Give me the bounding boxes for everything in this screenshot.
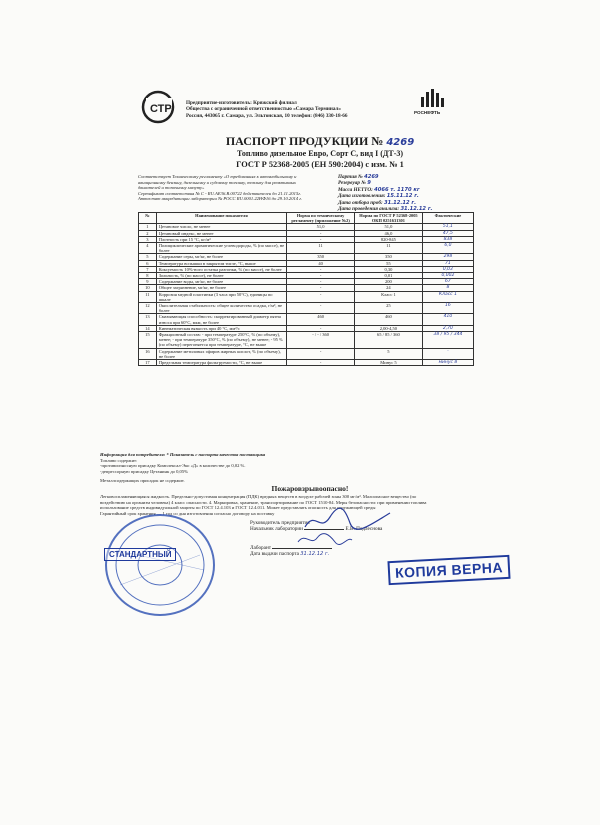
row-gost-cell: Класс 1: [355, 291, 423, 302]
row-reg-cell: -: [287, 325, 355, 331]
row-name-cell: Кинематическая вязкость при 40 °С, мм²/с: [156, 325, 286, 331]
row-gost-cell: 46,0: [355, 230, 423, 236]
producer-line3: Россия, 443065 г. Самара, ул. Эльтонская, 10 телефон: (846) 330-18-66: [186, 112, 348, 119]
row-fact-cell: 8: [422, 285, 473, 291]
row-num-cell: 1: [139, 224, 157, 230]
row-reg-cell: -: [287, 303, 355, 314]
row-reg-cell: -: [287, 360, 355, 366]
analysis-label: Дата проведения анализа:: [338, 206, 400, 213]
row-reg-cell: 51,0: [287, 224, 355, 230]
fuel-title: Топливо дизельное Евро, Сорт С, вид I (ДТ-3): [236, 149, 404, 158]
row-reg-cell: -: [287, 236, 355, 242]
row-gost-cell: 460: [355, 314, 423, 325]
row-name-cell: Содержание воды, мг/кг, не более: [156, 279, 286, 285]
row-num-cell: 7: [139, 266, 157, 272]
rosneft-logo-icon: [418, 88, 448, 110]
row-name-cell: Содержание серы, мг/кг, не более: [156, 254, 286, 260]
table-row: [139, 303, 474, 314]
row-gost-cell: 11: [355, 243, 423, 254]
row-num-cell: 15: [139, 332, 157, 349]
metal-note: Металлсодержащих присадок не содержит.: [100, 478, 185, 484]
col-fact: Фактические: [422, 213, 473, 224]
row-gost-cell: 200: [355, 279, 423, 285]
row-reg-cell: - / - / 360: [287, 332, 355, 349]
row-num-cell: 8: [139, 273, 157, 279]
tank-label: Резервуар №: [338, 180, 366, 187]
col-gost: Норма по ГОСТ Р 52368-2005 ОКП 0251631301: [355, 213, 423, 224]
certificate-line: Сертификат соответствия № С - RU.AE36.B.00722 действителен до 21.11.2015г.: [138, 190, 302, 196]
lab-signature-icon: [295, 530, 355, 548]
row-name-cell: Зольность, % (по массе), не более: [156, 273, 286, 279]
passport-number: 4269: [386, 137, 415, 148]
row-gost-cell: 65 / 85 / 360: [355, 332, 423, 349]
gost-title: ГОСТ Р 52368-2005 (ЕН 590:2004) с изм. № 1: [236, 160, 404, 169]
row-num-cell: 12: [139, 303, 157, 314]
row-name-cell: Окислительная стабильность: общее количество осадка, г/м³, не более: [156, 303, 286, 314]
danger-text2: воздействию на организм человека) 4 класс опасности. 4. Маркировка, хранение, транспортирование по ГОСТ 1510-84. Меры безопасности: при применении топлива: [100, 499, 427, 505]
row-gost-cell: 2,00-4,50: [355, 325, 423, 331]
lab-label: Лаборант: [250, 544, 271, 551]
row-num-cell: 5: [139, 254, 157, 260]
table-row: [139, 314, 474, 325]
producer-line1: Предприятие-изготовитель: Кряжский филиал: [186, 100, 297, 106]
row-gost-cell: 820-845: [355, 236, 423, 242]
row-reg-cell: -: [287, 291, 355, 302]
row-name-cell: Полициклические ароматические углеводороды, % (по массе), не более: [156, 243, 286, 254]
table-row: [139, 348, 474, 359]
row-name-cell: Коксуемость 10%-ного остатка разгонки, % (по массе), не более: [156, 266, 286, 272]
row-reg-cell: -: [287, 348, 355, 359]
row-reg-cell: -: [287, 273, 355, 279]
row-name-cell: Плотность при 15 °С, кг/м³: [156, 236, 286, 242]
row-name-cell: Общее загрязнение, мг/кг, не более: [156, 285, 286, 291]
danger-text4: Гарантийный срок хранения — 1 год со дня изготовления согласно договору на поставку: [100, 510, 275, 516]
row-name-cell: Смазывающая способность: скорректированный диаметр пятна износа при 60°С, мкм, не более: [156, 314, 286, 325]
row-reg-cell: -: [287, 266, 355, 272]
row-name-cell: Температура вспышки в закрытом тигле, °С, выше: [156, 260, 286, 266]
row-num-cell: 2: [139, 230, 157, 236]
table-row: [139, 291, 474, 302]
head-name: Е.В. Подлеснова: [345, 526, 383, 533]
sample-label: Дата отбора проб:: [338, 199, 383, 206]
row-reg-cell: 40: [287, 260, 355, 266]
row-fact-cell: минус 8: [422, 360, 473, 366]
certification-mark-icon: [138, 88, 180, 126]
row-fact-cell: 0,03: [422, 266, 473, 272]
row-reg-cell: 11: [287, 243, 355, 254]
row-reg-cell: -: [287, 279, 355, 285]
row-gost-cell: 25: [355, 303, 423, 314]
row-reg-cell: -: [287, 230, 355, 236]
mass-label: Масса НЕТТО:: [338, 186, 373, 193]
table-row: [139, 360, 474, 366]
row-fact-cell: 67: [422, 279, 473, 285]
row-num-cell: 10: [139, 285, 157, 291]
additive1-note: -противоизносную присадку Комплексал-Эко «Д» в количестве до 0,02 %.: [100, 463, 246, 469]
conformity-line2: авиационному бензину, дизельному и судовому топливу, топливу для реактивных: [138, 179, 296, 185]
batch-value: 4269: [364, 174, 379, 180]
copy-stamp: КОПИЯ ВЕРНА: [387, 555, 510, 585]
col-num: №: [139, 213, 157, 224]
row-gost-cell: 55: [355, 260, 423, 266]
info-note: Информация для потребителя: * Показатель с паспорта качества поставщика: [100, 452, 266, 457]
row-fact-cell: 71: [422, 260, 473, 266]
spec-table: [138, 212, 474, 366]
title-main: ПАСПОРТ ПРОДУКЦИИ №: [225, 134, 384, 148]
row-fact-cell: 47,5: [422, 230, 473, 236]
table-row: [139, 332, 474, 349]
made-value: 15.11.12 г.: [386, 193, 419, 200]
row-gost-cell: 51,0: [355, 224, 423, 230]
row-gost-cell: Минус 5: [355, 360, 423, 366]
row-fact-cell: 2,70: [422, 325, 473, 331]
mass-value: 4066 т. 1170 кг: [374, 186, 420, 193]
row-fact-cell: 51,1: [422, 224, 473, 230]
table-row: [139, 243, 474, 254]
row-gost-cell: 0,30: [355, 266, 423, 272]
row-num-cell: 3: [139, 236, 157, 242]
standard-stamp: СТАНДАРТНЫЙ: [104, 548, 176, 561]
col-name: Наименование показателя: [156, 213, 286, 224]
head-title2: Начальник лаборатории: [250, 526, 303, 533]
row-fact-cell: 410: [422, 314, 473, 325]
producer-block: [186, 100, 416, 119]
row-gost-cell: 0,01: [355, 273, 423, 279]
row-num-cell: 17: [139, 360, 157, 366]
head-title1: Руководитель предприятия: [250, 520, 310, 526]
accreditation-line: Аттестат аккредитации лаборатории № РОСС RU.0001.22НФ16 до 29.10.2014 г.: [138, 196, 303, 202]
sample-value: 31.12.12 г.: [383, 199, 417, 206]
row-gost-cell: 350: [355, 254, 423, 260]
row-name-cell: Цетановый индекс, не менее: [156, 230, 286, 236]
contains-note: Топливо содержит:: [100, 457, 138, 463]
table-header-row: [139, 213, 474, 224]
row-name-cell: Коррозия медной пластинки (3 часа при 50°С), единицы по шкале: [156, 291, 286, 302]
row-gost-cell: 5: [355, 348, 423, 359]
row-fact-cell: 38 / 95 / 344: [422, 332, 473, 349]
row-fact-cell: 6,0: [422, 243, 473, 254]
row-reg-cell: -: [287, 285, 355, 291]
row-num-cell: 11: [139, 291, 157, 302]
rosneft-label: РОСНЕФТЬ: [414, 110, 441, 115]
row-fact-cell: -: [422, 348, 473, 359]
producer-line2: Общества с ограниченной ответственностью «Самара Терминал»: [186, 106, 342, 113]
row-name-cell: Фракционный состав: - при температуре 250°С, % (по объему), менее; - при температуре 350°С, % (по объему), не менее; - 95 % (по объему) перегоняется при температуре, °С, не выше: [156, 332, 286, 349]
party-block: [338, 174, 478, 212]
danger-text1: Легковоспламеняющаяся жидкость. Предельно-допустимая концентрация (ПДК) вредных веществ в воздухе рабочей зоны 300 мг/м³. Малоопасное вещество (по: [100, 494, 417, 499]
page-title: [180, 134, 460, 150]
row-num-cell: 13: [139, 314, 157, 325]
analysis-value: 31.12.12 г.: [400, 206, 433, 213]
row-name-cell: Цетановое число, не менее: [156, 224, 286, 230]
conformity-line1: Соответствует Техническому регламенту «О требованиях к автомобильному и: [138, 174, 297, 179]
row-num-cell: 9: [139, 279, 157, 285]
row-gost-cell: 24: [355, 285, 423, 291]
row-num-cell: 6: [139, 260, 157, 266]
made-label: Дата изготовления:: [338, 193, 386, 200]
row-fact-cell: Класс 1: [422, 291, 473, 302]
row-fact-cell: 838: [422, 236, 473, 242]
additive2-note: -депрессорную присадку Цетанинк до 0,05%: [100, 468, 188, 474]
conformity-block: [138, 174, 338, 202]
danger-text3: использование средств индивидуальной защиты по ГОСТ 12.4.103 и ГОСТ 12.4.011. Может представлять опасность для окружающей среды: [100, 505, 376, 511]
row-fact-cell: 298: [422, 254, 473, 260]
row-reg-cell: 350: [287, 254, 355, 260]
row-num-cell: 4: [139, 243, 157, 254]
row-reg-cell: 460: [287, 314, 355, 325]
row-fact-cell: 0,002: [422, 273, 473, 279]
row-name-cell: Содержание метиловых эфиров жирных кислот, % (по объему), не более: [156, 348, 286, 359]
issue-value: 31.12.12 г.: [300, 551, 330, 558]
conformity-line3: двигателей и топочному мазуту»: [138, 185, 205, 191]
row-num-cell: 14: [139, 325, 157, 331]
tank-value: 9: [367, 180, 371, 187]
row-name-cell: Предельная температура фильтруемости, °С, не выше: [156, 360, 286, 366]
col-reg: Норма по техническому регламенту (приложение №2): [287, 213, 355, 224]
row-fact-cell: 16: [422, 303, 473, 314]
round-seal-icon: [100, 510, 220, 620]
danger-title: Пожаровзрывоопасно!: [271, 484, 349, 493]
batch-label: Партия №: [338, 174, 363, 180]
row-num-cell: 16: [139, 348, 157, 359]
issue-label: Дата выдачи паспорта: [250, 551, 299, 558]
svg-text:СТР: СТР: [150, 103, 172, 115]
notes-block: [100, 452, 500, 484]
